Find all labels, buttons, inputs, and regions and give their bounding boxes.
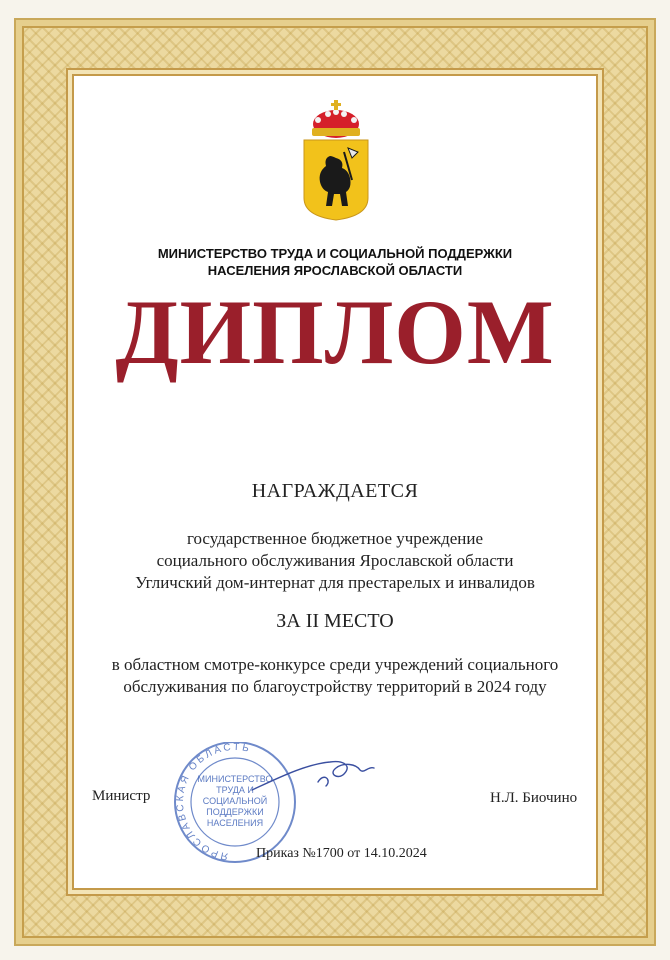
reason-line: обслуживания по благоустройству территорий в 2024 году — [123, 677, 547, 696]
shield-icon — [304, 140, 368, 220]
stamp-line: ПОДДЕРЖКИ — [206, 807, 264, 817]
minister-label: Министр — [92, 788, 151, 804]
reason-block — [0, 654, 670, 698]
diploma-title: ДИПЛОМ — [115, 281, 555, 383]
place-text: ЗА II МЕСТО — [276, 610, 394, 632]
reason-line: в областном смотре-конкурсе среди учреждений социального — [111, 655, 559, 674]
order-reference: Приказ №1700 от 14.10.2024 — [256, 846, 427, 861]
stamp-line: МИНИСТЕРСТВО — [197, 774, 273, 784]
signature — [248, 752, 378, 802]
awarded-heading: НАГРАЖДАЕТСЯ — [251, 480, 419, 502]
ministry-line-1: МИНИСТЕРСТВО ТРУДА И СОЦИАЛЬНОЙ ПОДДЕРЖКИ — [157, 246, 513, 261]
recipient-line: Угличский дом-интернат для престарелых и инвалидов — [135, 573, 535, 592]
coat-of-arms-icon — [300, 98, 372, 222]
ministry-header — [0, 245, 670, 279]
stamp-line: НАСЕЛЕНИЯ — [206, 818, 264, 828]
recipient-line: социального обслуживания Ярославской области — [156, 551, 514, 570]
minister-name: Н.Л. Биочино — [490, 790, 578, 806]
stamp-line: СОЦИАЛЬНОЙ — [202, 796, 268, 806]
recipient-line: государственное бюджетное учреждение — [186, 529, 484, 548]
stamp-line: ТРУДА И — [216, 785, 254, 795]
ministry-line-2: НАСЕЛЕНИЯ ЯРОСЛАВСКОЙ ОБЛАСТИ — [207, 263, 463, 278]
crown-icon — [312, 100, 360, 138]
stamp-ring-text: ЯРОСЛАВСКАЯ ОБЛАСТЬ — [174, 742, 253, 862]
recipient-block — [0, 528, 670, 594]
